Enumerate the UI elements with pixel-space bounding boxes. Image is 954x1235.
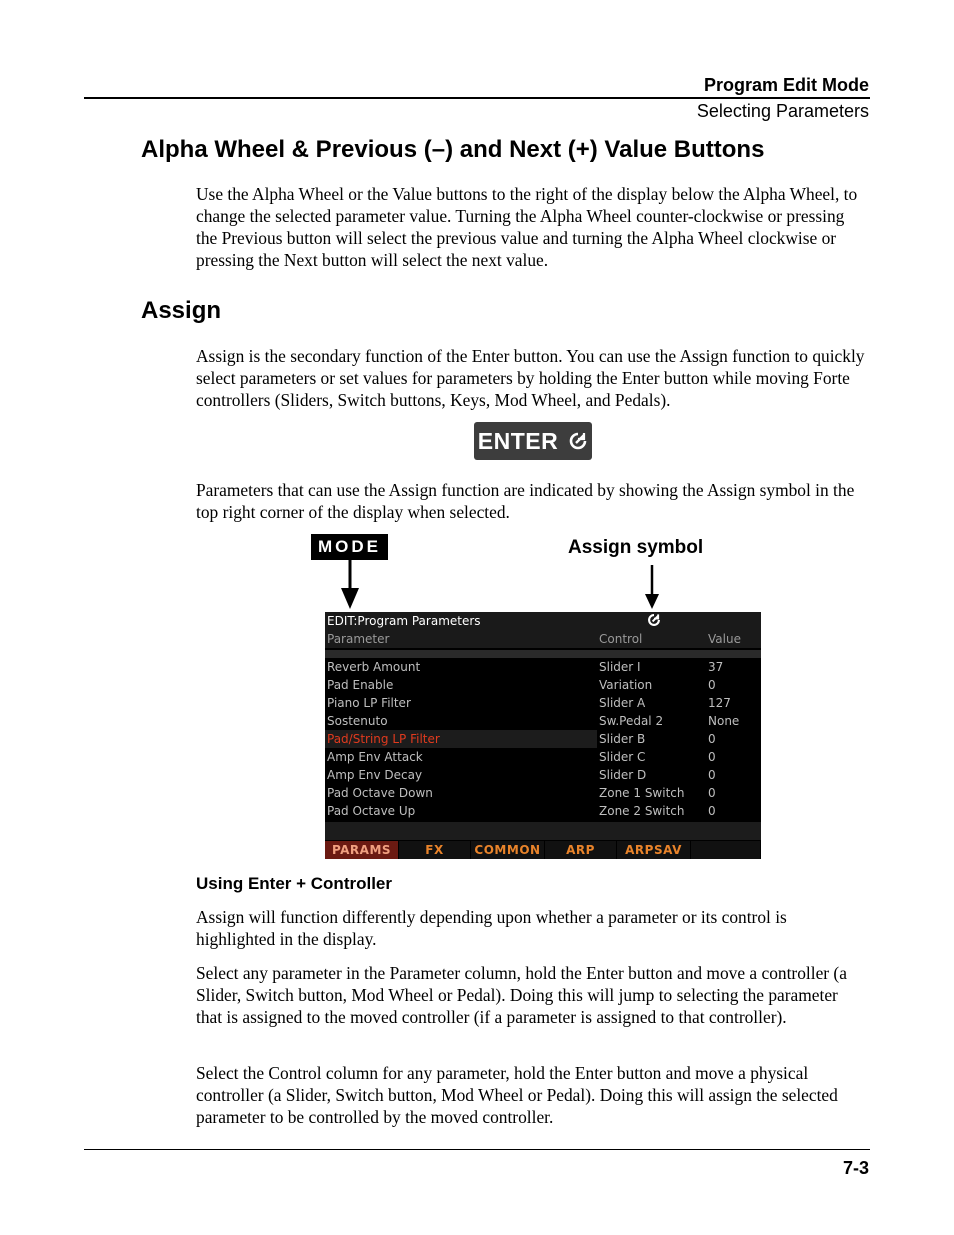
display-title-bar [325,612,761,630]
running-header-title: Program Edit Mode [703,75,869,95]
param-control: Slider D [599,768,647,782]
display-separator [325,650,761,658]
param-name: Pad Octave Down [327,786,433,800]
enter-controller-paragraph-3: Select the Control column for any parameter, hold the Enter button and move a physical controller (a Slider, Switch button, Mod Wheel or Pedal). Doing this will assign the selected parameter to be controlled by the moved controller. [196,1063,838,1127]
param-row[interactable] [325,766,761,784]
param-row[interactable] [325,784,761,802]
mode-arrow [341,560,359,609]
param-value: None [708,714,740,728]
footer-rule [84,1149,870,1150]
param-row[interactable] [325,676,761,694]
display-empty-row [325,822,761,840]
assign-arrow [645,565,659,609]
col-header-parameter: Parameter [327,632,390,646]
param-control: Slider C [599,750,646,764]
param-value: 0 [708,678,716,692]
param-name: Amp Env Attack [327,750,423,764]
col-header-control: Control [599,632,643,646]
param-control: Slider A [599,696,646,710]
assign-paragraph-2: Parameters that can use the Assign function are indicated by showing the Assign symbol in the top right corner of the display when selected. [196,480,855,522]
param-name: Reverb Amount [327,660,421,674]
param-row[interactable] [325,712,761,730]
mode-button-label: MODE [311,534,388,560]
param-name: Piano LP Filter [327,696,411,710]
param-value: 0 [708,804,716,818]
section-heading-alpha-wheel: Alpha Wheel & Previous (–) and Next (+) Value Buttons [141,136,765,163]
param-value: 127 [708,696,731,710]
display-column-headers [325,630,761,648]
tab-arp[interactable]: ARP [545,841,617,859]
assign-symbol-icon [647,613,661,627]
display-tab-bar [325,841,761,859]
enter-controller-paragraph-1: Assign will function differently depending upon whether a parameter or its control is highlighted in the display. [196,907,787,949]
param-name: Sostenuto [327,714,388,728]
tab-params[interactable]: PARAMS [325,841,399,859]
alpha-wheel-paragraph: Use the Alpha Wheel or the Value buttons to the right of the display below the Alpha Wheel, to change the selected parameter value. Turning the Alpha Wheel counter-clockwise or pressing the Previous button will select the previous value and turning the Alpha Wheel clockwise or pressing the Next button will select the next value. [196,184,858,270]
param-control: Zone 2 Switch [599,804,685,818]
display-title: EDIT:Program Parameters [327,614,481,628]
param-row[interactable] [325,748,761,766]
param-row[interactable] [325,694,761,712]
enter-label: ENTER [477,427,559,454]
param-value: 0 [708,750,716,764]
param-control: Sw.Pedal 2 [599,714,664,728]
param-control: Variation [599,678,653,692]
assign-paragraph-1: Assign is the secondary function of the Enter button. You can use the Assign function to quickly select parameters or set values for parameters by holding the Enter button while moving Forte controllers (Sliders, Switch buttons, Keys, Mod Wheel, and Pedals). [196,346,865,410]
param-name: Pad Octave Up [327,804,416,818]
col-header-value: Value [708,632,741,646]
param-value: 0 [708,768,716,782]
subheading-using-enter-controller: Using Enter + Controller [196,874,392,893]
param-row[interactable] [325,802,761,820]
param-row[interactable] [325,658,761,676]
param-name: Amp Env Decay [327,768,423,782]
param-control: Zone 1 Switch [599,786,685,800]
param-name-highlighted: Pad/String LP Filter [325,730,597,748]
param-value: 0 [708,786,716,800]
forte-display [325,612,761,859]
section-heading-assign: Assign [141,297,222,324]
param-value: 37 [708,660,724,674]
tab-arpsav[interactable]: ARPSAV [617,841,691,859]
running-header-subtitle: Selecting Parameters [696,101,869,121]
tab-common[interactable]: COMMON [471,841,545,859]
tab-empty [691,841,761,859]
param-control: Slider I [599,660,641,674]
enter-controller-paragraph-2: Select any parameter in the Parameter column, hold the Enter button and move a controller (a Slider, Switch button, Mod Wheel or Pedal). Doing this will jump to selecting the parameter that is assigned to the moved controller (if a parameter is assigned to that controller). [196,963,847,1027]
param-row-selected[interactable] [325,730,761,748]
param-name: Pad Enable [327,678,394,692]
page-number: 7-3 [842,1158,869,1178]
param-control: Slider B [599,732,646,746]
tab-fx[interactable]: FX [399,841,471,859]
assign-symbol-callout: Assign symbol [568,537,704,558]
param-value: 0 [708,732,716,746]
